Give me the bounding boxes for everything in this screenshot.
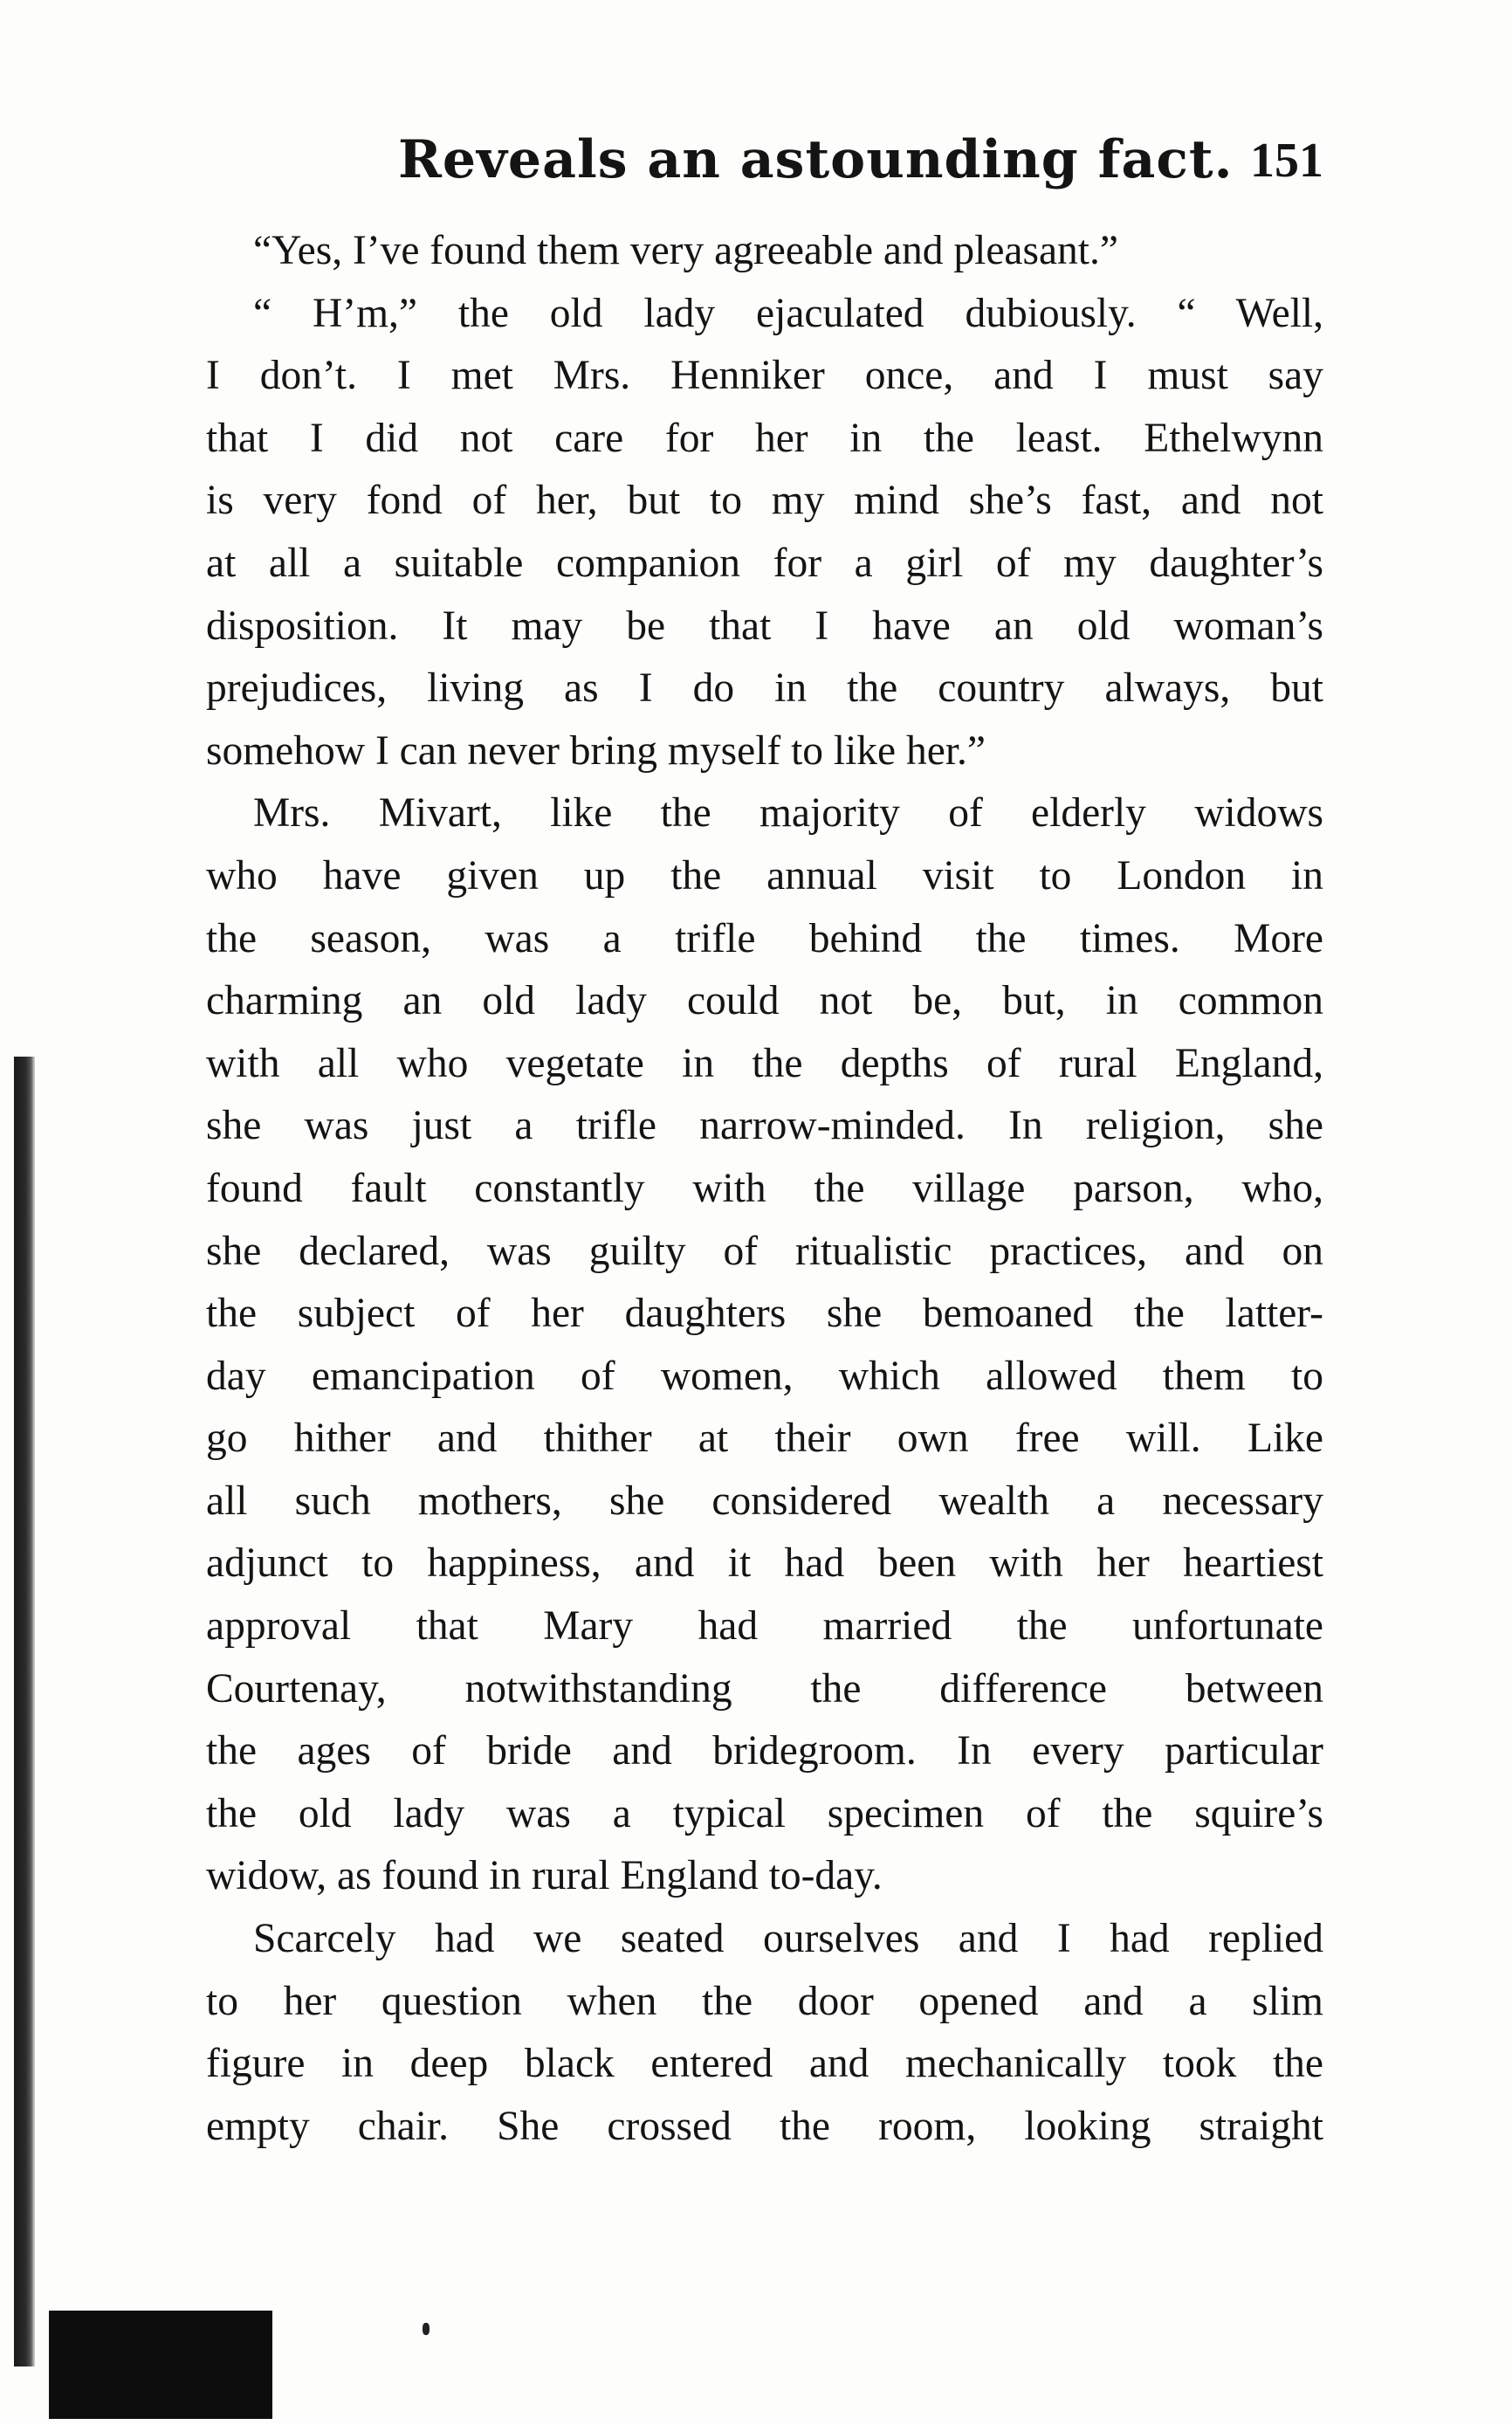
text-line: prejudices, living as I do in the country always, but	[206, 665, 1323, 712]
text-line: day emancipation of women, which allowed them to	[206, 1353, 1323, 1399]
text-line: the old lady was a typical specimen of the squire’s	[206, 1790, 1323, 1836]
text-line: charming an old lady could not be, but, in common	[206, 978, 1323, 1024]
text-line: go hither and thither at their own free will. Like	[206, 1416, 1323, 1462]
text-line: figure in deep black entered and mechanically took the	[206, 2041, 1323, 2087]
text-line: she declared, was guilty of ritualistic practices, and on	[206, 1228, 1323, 1274]
text-line: approval that Mary had married the unfortunate	[206, 1603, 1323, 1650]
text-line: to her question when the door opened and a slim	[206, 1978, 1323, 2024]
text-line: is very fond of her, but to my mind she’s fast, and not	[206, 478, 1323, 524]
running-title: Reveals an astounding fact.	[398, 129, 1234, 190]
text-line: who have given up the annual visit to London in	[206, 852, 1323, 899]
text-line: Mrs. Mivart, like the majority of elderly widows	[253, 790, 1323, 837]
binding-shadow	[14, 1057, 35, 2366]
text-line: I don’t. I met Mrs. Henniker once, and I must say	[206, 353, 1323, 399]
body-text	[206, 220, 1323, 2158]
text-line: Courtenay, notwithstanding the difference between	[206, 1665, 1323, 1712]
text-line: adjunct to happiness, and it had been with her heartiest	[206, 1540, 1323, 1587]
text-line: that I did not care for her in the least. Ethelwynn	[206, 415, 1323, 461]
text-line: disposition. It may be that I have an old woman’s	[206, 603, 1323, 649]
text-line: with all who vegetate in the depths of rural England,	[206, 1040, 1323, 1086]
text-line: “ H’m,” the old lady ejaculated dubiously. “ Well,	[253, 290, 1323, 336]
text-line: widow, as found in rural England to-day.	[206, 1853, 883, 1899]
text-line: found fault constantly with the village parson, who,	[206, 1165, 1323, 1211]
text-line: the subject of her daughters she bemoaned the latter-	[206, 1291, 1323, 1337]
text-line: Scarcely had we seated ourselves and I had replied	[253, 1916, 1323, 1962]
text-line: she was just a trifle narrow-minded. In religion, she	[206, 1103, 1323, 1149]
text-line: the ages of bride and bridegroom. In every particular	[206, 1728, 1323, 1774]
text-line: empty chair. She crossed the room, looking straight	[206, 2103, 1323, 2149]
text-line: at all a suitable companion for a girl of my daughter’s	[206, 540, 1323, 586]
text-line: somehow I can never bring myself to like her.”	[206, 727, 986, 774]
scan-speck	[423, 2323, 430, 2335]
text-line: all such mothers, she considered wealth a necessary	[206, 1478, 1323, 1524]
text-line: “Yes, I’ve found them very agreeable and pleasant.”	[253, 228, 1118, 273]
scan-edge-mark	[49, 2311, 272, 2419]
text-line: the season, was a trifle behind the times. More	[206, 915, 1323, 961]
page-number: 151	[1250, 134, 1323, 188]
page-header	[201, 129, 1329, 217]
